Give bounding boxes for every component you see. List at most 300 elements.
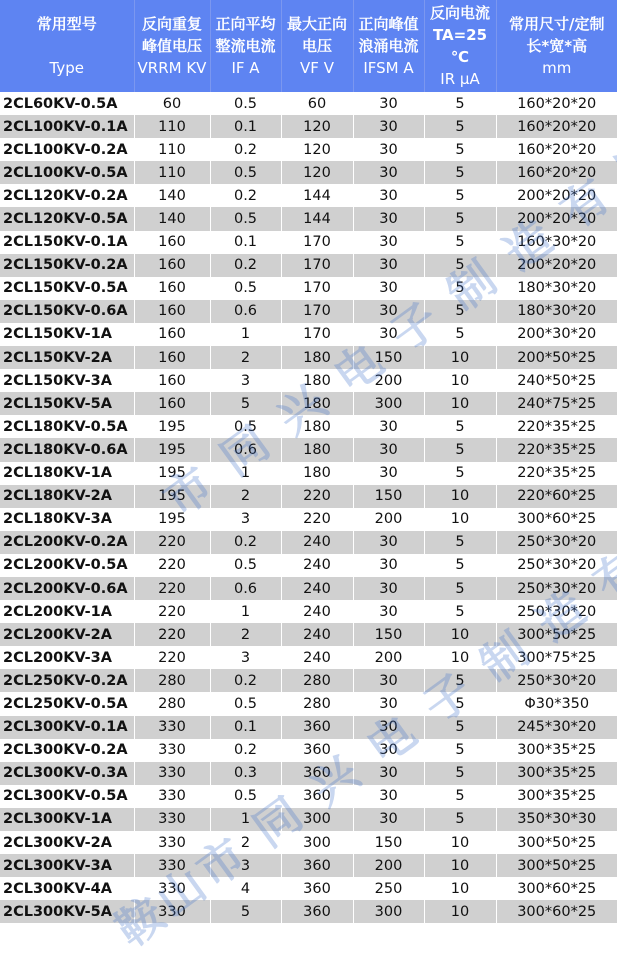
value-cell: 300*50*25 bbox=[496, 854, 617, 877]
value-cell: 160*20*20 bbox=[496, 161, 617, 184]
value-cell: 140 bbox=[134, 207, 210, 230]
value-cell: 120 bbox=[281, 138, 353, 161]
value-cell: 300*50*25 bbox=[496, 831, 617, 854]
value-cell: 30 bbox=[353, 415, 424, 438]
value-cell: 5 bbox=[424, 716, 496, 739]
table-row bbox=[0, 831, 617, 854]
value-cell: 250*30*20 bbox=[496, 554, 617, 577]
model-cell: 2CL180KV-1A bbox=[0, 462, 134, 485]
value-cell: 160 bbox=[134, 300, 210, 323]
value-cell: 160*20*20 bbox=[496, 138, 617, 161]
table-row bbox=[0, 438, 617, 461]
model-cell: 2CL200KV-0.6A bbox=[0, 577, 134, 600]
value-cell: 5 bbox=[424, 531, 496, 554]
column-header-line3: IF A bbox=[211, 57, 281, 79]
table-row bbox=[0, 554, 617, 577]
value-cell: 360 bbox=[281, 716, 353, 739]
model-cell: 2CL300KV-1A bbox=[0, 808, 134, 831]
model-cell: 2CL150KV-0.2A bbox=[0, 254, 134, 277]
model-cell: 2CL100KV-0.5A bbox=[0, 161, 134, 184]
header-row bbox=[0, 0, 617, 92]
table-row bbox=[0, 323, 617, 346]
model-cell: 2CL250KV-0.5A bbox=[0, 692, 134, 715]
value-cell: 330 bbox=[134, 739, 210, 762]
model-cell: 2CL150KV-0.1A bbox=[0, 231, 134, 254]
value-cell: 200 bbox=[353, 646, 424, 669]
model-cell: 2CL300KV-0.5A bbox=[0, 785, 134, 808]
value-cell: 30 bbox=[353, 323, 424, 346]
value-cell: 0.6 bbox=[210, 438, 281, 461]
value-cell: 200 bbox=[353, 369, 424, 392]
value-cell: 195 bbox=[134, 462, 210, 485]
value-cell: 2 bbox=[210, 346, 281, 369]
value-cell: 300*35*25 bbox=[496, 785, 617, 808]
value-cell: Φ30*350 bbox=[496, 692, 617, 715]
value-cell: 0.5 bbox=[210, 785, 281, 808]
value-cell: 300 bbox=[353, 900, 424, 923]
value-cell: 160 bbox=[134, 346, 210, 369]
column-header-line3: mm bbox=[497, 57, 617, 79]
value-cell: 160 bbox=[134, 369, 210, 392]
table-row bbox=[0, 115, 617, 138]
value-cell: 180 bbox=[281, 369, 353, 392]
table-row bbox=[0, 184, 617, 207]
value-cell: 30 bbox=[353, 231, 424, 254]
value-cell: 5 bbox=[424, 462, 496, 485]
value-cell: 30 bbox=[353, 207, 424, 230]
model-cell: 2CL300KV-2A bbox=[0, 831, 134, 854]
value-cell: 280 bbox=[281, 692, 353, 715]
value-cell: 160 bbox=[134, 323, 210, 346]
column-header-line1: 反向重复 bbox=[135, 13, 210, 35]
value-cell: 160*30*20 bbox=[496, 231, 617, 254]
value-cell: 330 bbox=[134, 900, 210, 923]
column-header-line2: 整流电流 bbox=[211, 35, 281, 57]
column-header-line1: 反向电流 bbox=[425, 2, 496, 24]
value-cell: 240 bbox=[281, 531, 353, 554]
value-cell: 160*20*20 bbox=[496, 115, 617, 138]
value-cell: 120 bbox=[281, 115, 353, 138]
table-row bbox=[0, 808, 617, 831]
value-cell: 280 bbox=[281, 669, 353, 692]
value-cell: 5 bbox=[424, 138, 496, 161]
value-cell: 240*75*25 bbox=[496, 392, 617, 415]
value-cell: 360 bbox=[281, 762, 353, 785]
value-cell: 5 bbox=[424, 739, 496, 762]
value-cell: 120 bbox=[281, 161, 353, 184]
value-cell: 5 bbox=[424, 323, 496, 346]
column-header-1 bbox=[134, 0, 210, 92]
model-cell: 2CL180KV-0.5A bbox=[0, 415, 134, 438]
value-cell: 10 bbox=[424, 369, 496, 392]
value-cell: 5 bbox=[424, 415, 496, 438]
value-cell: 200 bbox=[353, 854, 424, 877]
value-cell: 220*35*25 bbox=[496, 415, 617, 438]
value-cell: 0.2 bbox=[210, 669, 281, 692]
column-header-line2 bbox=[0, 35, 134, 57]
column-header-line1: 正向峰值 bbox=[354, 13, 424, 35]
value-cell: 5 bbox=[424, 785, 496, 808]
value-cell: 10 bbox=[424, 508, 496, 531]
column-header-0 bbox=[0, 0, 134, 92]
model-cell: 2CL300KV-5A bbox=[0, 900, 134, 923]
watermark-upper: 市 同 兴 电 子 制 造 有 限 bbox=[149, 35, 617, 529]
model-cell: 2CL200KV-1A bbox=[0, 600, 134, 623]
value-cell: 170 bbox=[281, 300, 353, 323]
value-cell: 250*30*20 bbox=[496, 600, 617, 623]
value-cell: 5 bbox=[210, 392, 281, 415]
value-cell: 144 bbox=[281, 207, 353, 230]
value-cell: 330 bbox=[134, 854, 210, 877]
table-row bbox=[0, 716, 617, 739]
table-row bbox=[0, 692, 617, 715]
value-cell: 150 bbox=[353, 831, 424, 854]
value-cell: 2 bbox=[210, 623, 281, 646]
value-cell: 10 bbox=[424, 346, 496, 369]
value-cell: 110 bbox=[134, 115, 210, 138]
value-cell: 220*35*25 bbox=[496, 438, 617, 461]
model-cell: 2CL300KV-3A bbox=[0, 854, 134, 877]
table-row bbox=[0, 508, 617, 531]
value-cell: 144 bbox=[281, 184, 353, 207]
column-header-line3: IR μA bbox=[425, 68, 496, 90]
column-header-line2: 长*宽*高 bbox=[497, 35, 617, 57]
value-cell: 30 bbox=[353, 785, 424, 808]
column-header-6 bbox=[496, 0, 617, 92]
column-header-line2: 峰值电压 bbox=[135, 35, 210, 57]
model-cell: 2CL180KV-3A bbox=[0, 508, 134, 531]
value-cell: 30 bbox=[353, 669, 424, 692]
value-cell: 180 bbox=[281, 438, 353, 461]
table-row bbox=[0, 669, 617, 692]
value-cell: 300*35*25 bbox=[496, 762, 617, 785]
column-header-line3: VF V bbox=[282, 57, 353, 79]
value-cell: 5 bbox=[424, 115, 496, 138]
table-row bbox=[0, 854, 617, 877]
value-cell: 200*30*20 bbox=[496, 323, 617, 346]
value-cell: 30 bbox=[353, 716, 424, 739]
value-cell: 240 bbox=[281, 623, 353, 646]
value-cell: 180*30*20 bbox=[496, 300, 617, 323]
model-cell: 2CL200KV-2A bbox=[0, 623, 134, 646]
value-cell: 300*35*25 bbox=[496, 739, 617, 762]
column-header-line2: 浪涌电流 bbox=[354, 35, 424, 57]
table-row bbox=[0, 346, 617, 369]
value-cell: 360 bbox=[281, 900, 353, 923]
value-cell: 330 bbox=[134, 808, 210, 831]
value-cell: 195 bbox=[134, 508, 210, 531]
value-cell: 60 bbox=[134, 92, 210, 115]
table-row bbox=[0, 785, 617, 808]
value-cell: 4 bbox=[210, 877, 281, 900]
value-cell: 0.5 bbox=[210, 692, 281, 715]
value-cell: 30 bbox=[353, 161, 424, 184]
value-cell: 30 bbox=[353, 115, 424, 138]
value-cell: 30 bbox=[353, 739, 424, 762]
value-cell: 0.2 bbox=[210, 254, 281, 277]
value-cell: 10 bbox=[424, 900, 496, 923]
value-cell: 195 bbox=[134, 415, 210, 438]
value-cell: 300*75*25 bbox=[496, 646, 617, 669]
value-cell: 3 bbox=[210, 854, 281, 877]
value-cell: 10 bbox=[424, 877, 496, 900]
value-cell: 360 bbox=[281, 854, 353, 877]
model-cell: 2CL150KV-1A bbox=[0, 323, 134, 346]
value-cell: 0.2 bbox=[210, 184, 281, 207]
value-cell: 160*20*20 bbox=[496, 92, 617, 115]
table-row bbox=[0, 254, 617, 277]
table-row bbox=[0, 577, 617, 600]
value-cell: 30 bbox=[353, 300, 424, 323]
table-row bbox=[0, 300, 617, 323]
table-row bbox=[0, 462, 617, 485]
value-cell: 240*50*25 bbox=[496, 369, 617, 392]
value-cell: 10 bbox=[424, 854, 496, 877]
value-cell: 240 bbox=[281, 646, 353, 669]
value-cell: 10 bbox=[424, 485, 496, 508]
value-cell: 0.2 bbox=[210, 739, 281, 762]
model-cell: 2CL300KV-0.3A bbox=[0, 762, 134, 785]
model-cell: 2CL150KV-0.6A bbox=[0, 300, 134, 323]
value-cell: 30 bbox=[353, 138, 424, 161]
value-cell: 220 bbox=[134, 531, 210, 554]
value-cell: 30 bbox=[353, 554, 424, 577]
model-cell: 2CL150KV-0.5A bbox=[0, 277, 134, 300]
table-row bbox=[0, 392, 617, 415]
value-cell: 200*50*25 bbox=[496, 346, 617, 369]
table-header bbox=[0, 0, 617, 92]
value-cell: 170 bbox=[281, 277, 353, 300]
value-cell: 1 bbox=[210, 462, 281, 485]
value-cell: 140 bbox=[134, 184, 210, 207]
value-cell: 30 bbox=[353, 577, 424, 600]
table-row bbox=[0, 138, 617, 161]
value-cell: 220 bbox=[134, 554, 210, 577]
value-cell: 30 bbox=[353, 808, 424, 831]
value-cell: 2 bbox=[210, 831, 281, 854]
value-cell: 160 bbox=[134, 231, 210, 254]
value-cell: 5 bbox=[424, 577, 496, 600]
value-cell: 0.5 bbox=[210, 277, 281, 300]
value-cell: 10 bbox=[424, 646, 496, 669]
column-header-line1: 正向平均 bbox=[211, 13, 281, 35]
value-cell: 0.2 bbox=[210, 138, 281, 161]
value-cell: 300*50*25 bbox=[496, 623, 617, 646]
value-cell: 195 bbox=[134, 485, 210, 508]
value-cell: 170 bbox=[281, 254, 353, 277]
value-cell: 300*60*25 bbox=[496, 508, 617, 531]
model-cell: 2CL300KV-0.2A bbox=[0, 739, 134, 762]
value-cell: 300*60*25 bbox=[496, 877, 617, 900]
table-row bbox=[0, 485, 617, 508]
value-cell: 3 bbox=[210, 646, 281, 669]
value-cell: 250 bbox=[353, 877, 424, 900]
value-cell: 5 bbox=[424, 808, 496, 831]
value-cell: 0.5 bbox=[210, 415, 281, 438]
value-cell: 350*30*30 bbox=[496, 808, 617, 831]
table-row bbox=[0, 161, 617, 184]
value-cell: 30 bbox=[353, 438, 424, 461]
model-cell: 2CL300KV-4A bbox=[0, 877, 134, 900]
model-cell: 2CL60KV-0.5A bbox=[0, 92, 134, 115]
value-cell: 220 bbox=[134, 623, 210, 646]
value-cell: 30 bbox=[353, 277, 424, 300]
value-cell: 5 bbox=[424, 207, 496, 230]
value-cell: 5 bbox=[424, 600, 496, 623]
table-row bbox=[0, 277, 617, 300]
value-cell: 300 bbox=[281, 808, 353, 831]
table-body bbox=[0, 92, 617, 923]
value-cell: 10 bbox=[424, 392, 496, 415]
value-cell: 200*20*20 bbox=[496, 207, 617, 230]
value-cell: 60 bbox=[281, 92, 353, 115]
value-cell: 30 bbox=[353, 462, 424, 485]
table-row bbox=[0, 762, 617, 785]
value-cell: 220 bbox=[281, 485, 353, 508]
table-row bbox=[0, 415, 617, 438]
value-cell: 220*35*25 bbox=[496, 462, 617, 485]
model-cell: 2CL180KV-2A bbox=[0, 485, 134, 508]
value-cell: 30 bbox=[353, 254, 424, 277]
value-cell: 30 bbox=[353, 92, 424, 115]
watermark-lower: 鞍山市 同 兴 电 子 制 造 有 bbox=[101, 407, 617, 960]
column-header-line1: 最大正向 bbox=[282, 13, 353, 35]
value-cell: 5 bbox=[424, 254, 496, 277]
value-cell: 180 bbox=[281, 346, 353, 369]
model-cell: 2CL120KV-0.2A bbox=[0, 184, 134, 207]
value-cell: 170 bbox=[281, 323, 353, 346]
value-cell: 220 bbox=[134, 600, 210, 623]
value-cell: 200*20*20 bbox=[496, 184, 617, 207]
model-cell: 2CL200KV-0.2A bbox=[0, 531, 134, 554]
column-header-3 bbox=[281, 0, 353, 92]
value-cell: 180 bbox=[281, 392, 353, 415]
value-cell: 0.1 bbox=[210, 716, 281, 739]
model-cell: 2CL250KV-0.2A bbox=[0, 669, 134, 692]
table-row bbox=[0, 900, 617, 923]
column-header-line1: 常用型号 bbox=[0, 13, 134, 35]
value-cell: 5 bbox=[424, 161, 496, 184]
value-cell: 250*30*20 bbox=[496, 531, 617, 554]
value-cell: 280 bbox=[134, 692, 210, 715]
value-cell: 0.5 bbox=[210, 92, 281, 115]
table-row bbox=[0, 600, 617, 623]
value-cell: 200*20*20 bbox=[496, 254, 617, 277]
value-cell: 195 bbox=[134, 438, 210, 461]
value-cell: 240 bbox=[281, 554, 353, 577]
value-cell: 30 bbox=[353, 692, 424, 715]
value-cell: 250*30*20 bbox=[496, 669, 617, 692]
value-cell: 330 bbox=[134, 785, 210, 808]
model-cell: 2CL100KV-0.1A bbox=[0, 115, 134, 138]
value-cell: 150 bbox=[353, 485, 424, 508]
model-cell: 2CL300KV-0.1A bbox=[0, 716, 134, 739]
value-cell: 240 bbox=[281, 577, 353, 600]
value-cell: 5 bbox=[424, 438, 496, 461]
value-cell: 160 bbox=[134, 392, 210, 415]
value-cell: 3 bbox=[210, 369, 281, 392]
value-cell: 5 bbox=[424, 669, 496, 692]
value-cell: 360 bbox=[281, 877, 353, 900]
value-cell: 0.1 bbox=[210, 231, 281, 254]
value-cell: 5 bbox=[424, 300, 496, 323]
value-cell: 110 bbox=[134, 161, 210, 184]
model-cell: 2CL150KV-2A bbox=[0, 346, 134, 369]
value-cell: 160 bbox=[134, 277, 210, 300]
column-header-line3: Type bbox=[0, 57, 134, 79]
value-cell: 0.6 bbox=[210, 577, 281, 600]
value-cell: 1 bbox=[210, 600, 281, 623]
value-cell: 0.5 bbox=[210, 207, 281, 230]
value-cell: 280 bbox=[134, 669, 210, 692]
value-cell: 0.1 bbox=[210, 115, 281, 138]
value-cell: 0.3 bbox=[210, 762, 281, 785]
model-cell: 2CL150KV-5A bbox=[0, 392, 134, 415]
column-header-line3: IFSM A bbox=[354, 57, 424, 79]
value-cell: 330 bbox=[134, 877, 210, 900]
value-cell: 0.5 bbox=[210, 554, 281, 577]
table-row bbox=[0, 739, 617, 762]
column-header-line2: TA=25 ℃ bbox=[425, 24, 496, 68]
value-cell: 10 bbox=[424, 623, 496, 646]
value-cell: 180 bbox=[281, 415, 353, 438]
value-cell: 220 bbox=[281, 508, 353, 531]
value-cell: 5 bbox=[424, 554, 496, 577]
value-cell: 200 bbox=[353, 508, 424, 531]
column-header-4 bbox=[353, 0, 424, 92]
table-row bbox=[0, 877, 617, 900]
column-header-line3: VRRM KV bbox=[135, 57, 210, 79]
model-cell: 2CL200KV-0.5A bbox=[0, 554, 134, 577]
value-cell: 2 bbox=[210, 485, 281, 508]
value-cell: 5 bbox=[424, 184, 496, 207]
value-cell: 0.6 bbox=[210, 300, 281, 323]
value-cell: 220*60*25 bbox=[496, 485, 617, 508]
value-cell: 240 bbox=[281, 600, 353, 623]
table-row bbox=[0, 231, 617, 254]
column-header-line1: 常用尺寸/定制 bbox=[497, 13, 617, 35]
model-cell: 2CL150KV-3A bbox=[0, 369, 134, 392]
value-cell: 0.5 bbox=[210, 161, 281, 184]
value-cell: 0.2 bbox=[210, 531, 281, 554]
value-cell: 300 bbox=[281, 831, 353, 854]
value-cell: 30 bbox=[353, 531, 424, 554]
table-row bbox=[0, 646, 617, 669]
value-cell: 300 bbox=[353, 392, 424, 415]
value-cell: 360 bbox=[281, 785, 353, 808]
value-cell: 250*30*20 bbox=[496, 577, 617, 600]
value-cell: 160 bbox=[134, 254, 210, 277]
model-cell: 2CL180KV-0.6A bbox=[0, 438, 134, 461]
value-cell: 330 bbox=[134, 716, 210, 739]
value-cell: 30 bbox=[353, 600, 424, 623]
table-row bbox=[0, 623, 617, 646]
value-cell: 3 bbox=[210, 508, 281, 531]
value-cell: 360 bbox=[281, 739, 353, 762]
value-cell: 10 bbox=[424, 831, 496, 854]
value-cell: 5 bbox=[424, 92, 496, 115]
value-cell: 220 bbox=[134, 646, 210, 669]
model-cell: 2CL100KV-0.2A bbox=[0, 138, 134, 161]
value-cell: 245*30*20 bbox=[496, 716, 617, 739]
value-cell: 5 bbox=[424, 277, 496, 300]
value-cell: 330 bbox=[134, 762, 210, 785]
column-header-line2: 电压 bbox=[282, 35, 353, 57]
value-cell: 5 bbox=[424, 762, 496, 785]
table-row bbox=[0, 92, 617, 115]
table-row bbox=[0, 531, 617, 554]
value-cell: 180 bbox=[281, 462, 353, 485]
